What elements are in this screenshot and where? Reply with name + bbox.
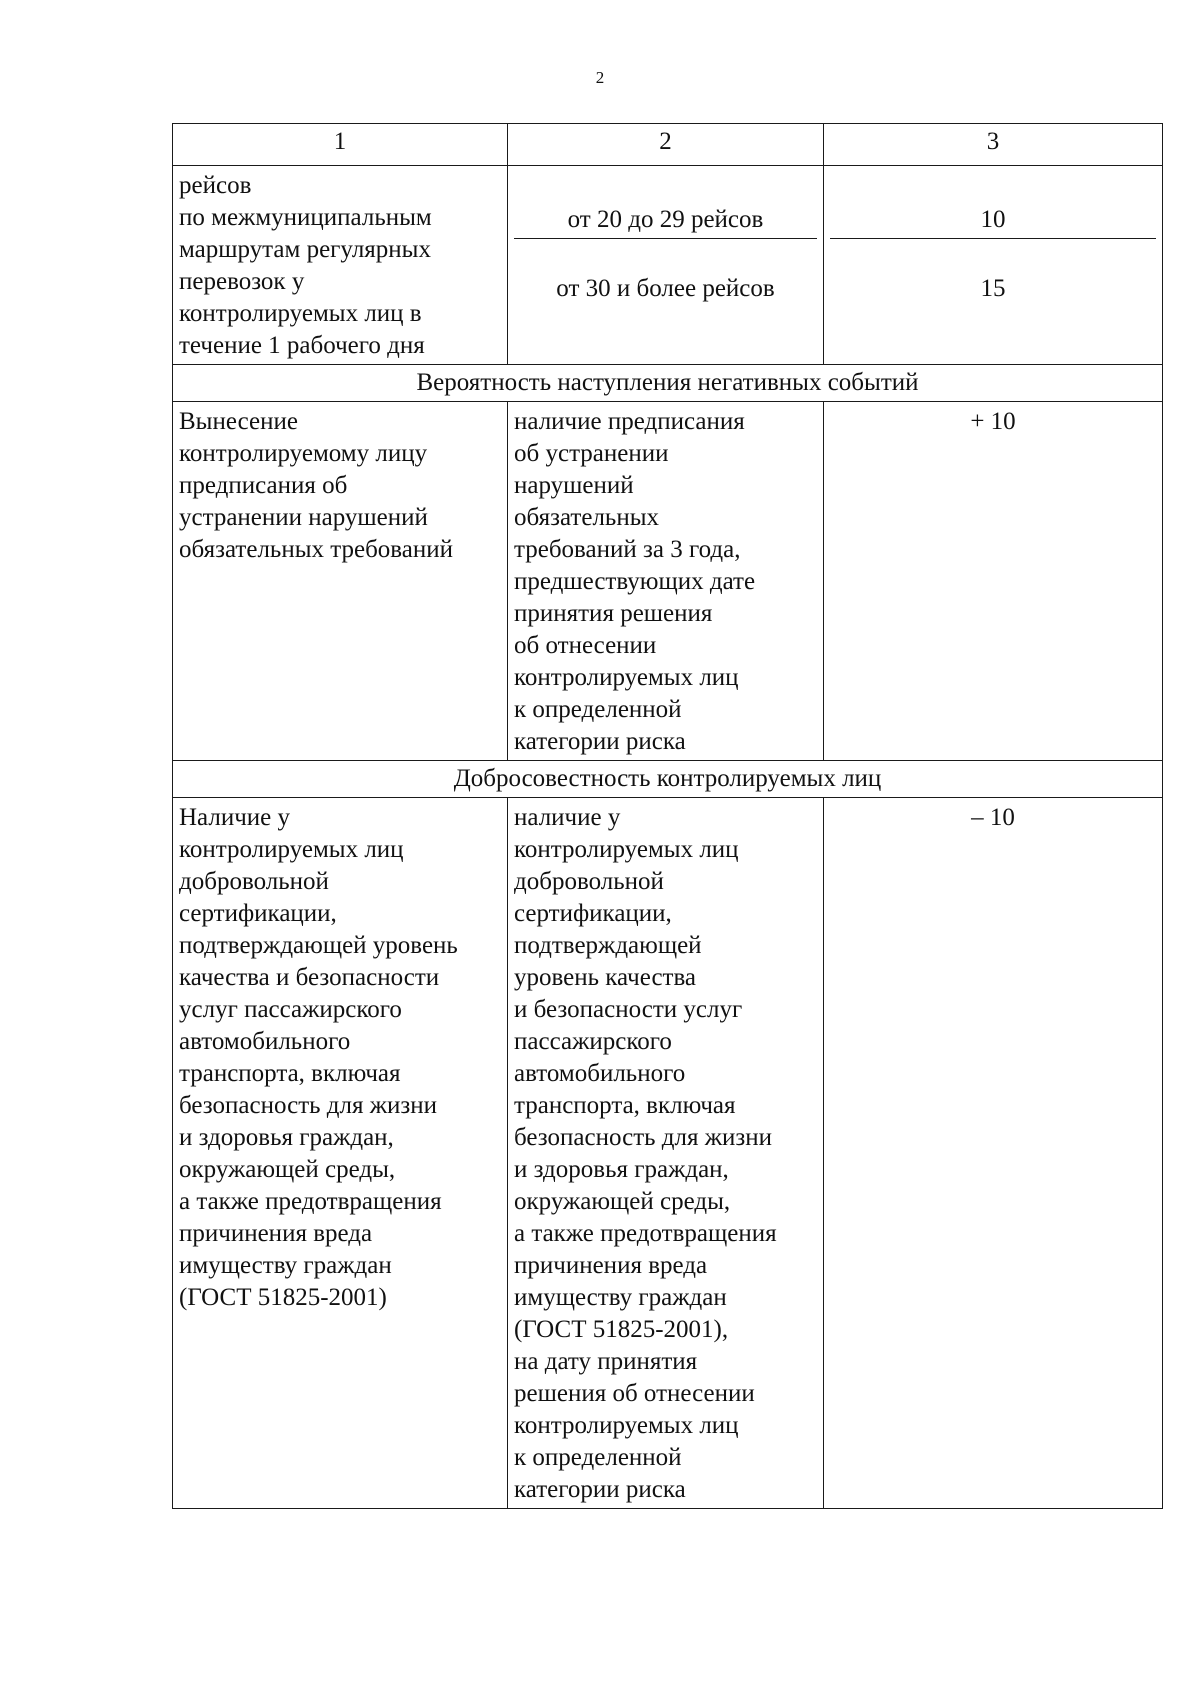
- section-row-integrity: [173, 761, 1163, 798]
- prescription-criterion-cell: Вынесение контролируемому лицу предписания об устранении нарушений обязательных требований: [173, 402, 508, 761]
- trips-score-2: 15: [980, 275, 1006, 302]
- certification-score-cell: – 10: [824, 798, 1163, 1509]
- table-row-certification: [173, 798, 1163, 1509]
- table-row-prescription: [173, 402, 1163, 761]
- header-cell-3: 3: [824, 124, 1163, 166]
- trips-criterion-cell: рейсов по межмуниципальным маршрутам регулярных перевозок у контролируемых лиц в течение 1 рабочего дня: [173, 166, 508, 365]
- trips-score-1: 10: [830, 202, 1156, 239]
- prescription-condition-cell: наличие предписания об устранении нарушений обязательных требований за 3 года, предшествующих дате принятия решения об отнесении контролируемых лиц к определенной категории риска: [508, 402, 824, 761]
- table-row-trips: [173, 166, 1163, 365]
- trips-scores-cell: [824, 166, 1163, 365]
- trips-condition-1: от 20 до 29 рейсов: [514, 202, 817, 239]
- trips-conditions-cell: [508, 166, 824, 365]
- trips-condition-2: от 30 и более рейсов: [556, 275, 775, 302]
- header-cell-2: 2: [508, 124, 824, 166]
- page-number: 2: [595, 68, 605, 87]
- certification-criterion-cell: Наличие у контролируемых лиц добровольной сертификации, подтверждающей уровень качества и безопасности услуг пассажирского автомобильного транспорта, включая безопасность для жизни и здоровья граждан, окружающей среды, а также предотвращения причинения вреда имуществу граждан (ГОСТ 51825-2001): [173, 798, 508, 1509]
- certification-condition-cell: наличие у контролируемых лиц добровольной сертификации, подтверждающей уровень качества и безопасности услуг пассажирского автомобильного транспорта, включая безопасность для жизни и здоровья граждан, окружающей среды, а также предотвращения причинения вреда имуществу граждан (ГОСТ 51825-2001), на дату принятия решения об отнесении контролируемых лиц к определенной категории риска: [508, 798, 824, 1509]
- section-heading-probability: Вероятность наступления негативных событий: [173, 365, 1163, 402]
- section-heading-integrity: Добросовестность контролируемых лиц: [173, 761, 1163, 798]
- table-header-row: [173, 124, 1163, 166]
- header-cell-1: 1: [173, 124, 508, 166]
- prescription-score-cell: + 10: [824, 402, 1163, 761]
- section-row-probability: [173, 365, 1163, 402]
- risk-criteria-table: [172, 123, 1163, 1509]
